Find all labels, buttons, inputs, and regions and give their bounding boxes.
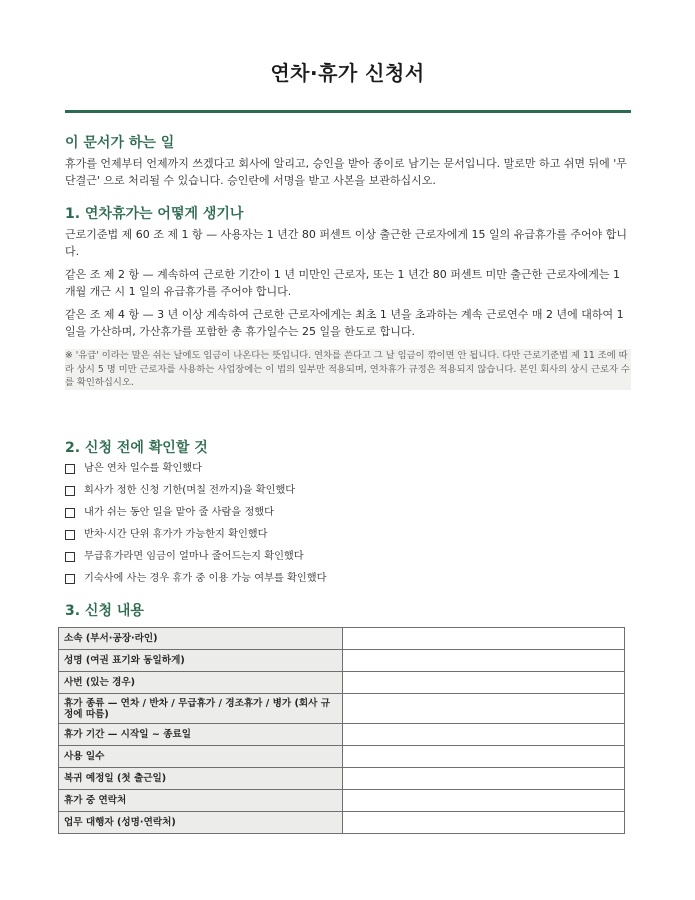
form-label: 휴가 중 연락처: [59, 790, 343, 812]
form-input-cell[interactable]: [343, 768, 625, 790]
title-divider: [65, 110, 631, 113]
intro-text: 휴가를 언제부터 언제까지 쓰겠다고 회사에 알리고, 승인을 받아 종이로 남기는 문서입니다. 말로만 하고 쉬면 뒤에 '무단결근' 으로 처리될 수 있습니다. 승인란에 서명을 받고 사본을 보관하십시오.: [65, 157, 627, 187]
checklist-item[interactable]: [65, 526, 326, 548]
checkbox[interactable]: [65, 486, 75, 496]
form-row: [59, 694, 625, 724]
intro-heading: 이 문서가 하는 일: [65, 135, 175, 151]
form-input-cell[interactable]: [343, 746, 625, 768]
form-label: 소속 (부서·공장·라인): [59, 628, 343, 650]
form-row: [59, 768, 625, 790]
form-label: 성명 (여권 표기와 동일하게): [59, 650, 343, 672]
checklist-label: 무급휴가라면 임금이 얼마나 줄어드는지 확인했다: [84, 551, 304, 562]
section3-heading: 3. 신청 내용: [65, 603, 144, 619]
form-row: [59, 724, 625, 746]
form-row: [59, 812, 625, 834]
form-input-cell[interactable]: [343, 694, 625, 724]
checklist-label: 기숙사에 사는 경우 휴가 중 이용 가능 여부를 확인했다: [84, 573, 327, 584]
checklist-label: 내가 쉬는 동안 일을 맡아 줄 사람을 정했다: [84, 507, 274, 518]
application-form-table: [58, 627, 625, 834]
form-row: [59, 746, 625, 768]
form-label: 복귀 예정일 (첫 출근일): [59, 768, 343, 790]
checklist-label: 남은 연차 일수를 확인했다: [84, 463, 202, 474]
section1-note: ※ '유급' 이라는 말은 쉬는 날에도 임금이 나온다는 뜻입니다. 연차를 쓴다고 그 날 임금이 깎이면 안 됩니다. 다만 근로기준법 제 11 조에 따라 상시 5 명 미만 근로자를 사용하는 사업장에는 이 법의 일부만 적용되며, 연차휴가 규정은 적용되지 않습니다. 본인 회사의 상시 근로자 수를 확인하십시오.: [65, 350, 630, 388]
form-row: [59, 650, 625, 672]
form-row: [59, 790, 625, 812]
checklist: [65, 460, 326, 592]
form-label: 사용 일수: [59, 746, 343, 768]
form-label: 휴가 종류 — 연차 / 반차 / 무급휴가 / 경조휴가 / 병가 (회사 규정에 따름): [59, 694, 343, 724]
form-row: [59, 672, 625, 694]
checklist-item[interactable]: [65, 504, 326, 526]
checklist-item[interactable]: [65, 460, 326, 482]
checkbox[interactable]: [65, 552, 75, 562]
form-label: 휴가 기간 — 시작일 ~ 종료일: [59, 724, 343, 746]
section1-heading: 1. 연차휴가는 어떻게 생기나: [65, 206, 244, 222]
document-title: 연차·휴가 신청서: [270, 61, 425, 85]
section1-paragraph-3: 같은 조 제 4 항 — 3 년 이상 계속하여 근로한 근로자에게는 최초 1 년을 초과하는 계속 근로연수 매 2 년에 대하여 1 일을 가산하며, 가산휴가를 포함한 총 휴가일수는 25 일을 한도로 합니다.: [65, 308, 624, 338]
form-label: 업무 대행자 (성명·연락처): [59, 812, 343, 834]
checklist-item[interactable]: [65, 482, 326, 504]
form-input-cell[interactable]: [343, 650, 625, 672]
form-row: [59, 628, 625, 650]
form-label: 사번 (있는 경우): [59, 672, 343, 694]
checklist-label: 반차·시간 단위 휴가가 가능한지 확인했다: [84, 529, 268, 540]
form-input-cell[interactable]: [343, 812, 625, 834]
section1-paragraph-2: 같은 조 제 2 항 — 계속하여 근로한 기간이 1 년 미만인 근로자, 또는 1 년간 80 퍼센트 미만 출근한 근로자에게는 1 개월 개근 시 1 일의 유급휴가를 주어야 합니다.: [65, 268, 620, 298]
form-input-cell[interactable]: [343, 790, 625, 812]
section2-heading: 2. 신청 전에 확인할 것: [65, 440, 208, 456]
checkbox[interactable]: [65, 508, 75, 518]
checklist-item[interactable]: [65, 548, 326, 570]
checkbox[interactable]: [65, 530, 75, 540]
form-input-cell[interactable]: [343, 724, 625, 746]
checkbox[interactable]: [65, 574, 75, 584]
checklist-label: 회사가 정한 신청 기한(며칠 전까지)을 확인했다: [84, 485, 296, 496]
section1-paragraph-1: 근로기준법 제 60 조 제 1 항 — 사용자는 1 년간 80 퍼센트 이상 출근한 근로자에게 15 일의 유급휴가를 주어야 합니다.: [65, 228, 627, 258]
checkbox[interactable]: [65, 464, 75, 474]
form-input-cell[interactable]: [343, 672, 625, 694]
form-input-cell[interactable]: [343, 628, 625, 650]
checklist-item[interactable]: [65, 570, 326, 592]
